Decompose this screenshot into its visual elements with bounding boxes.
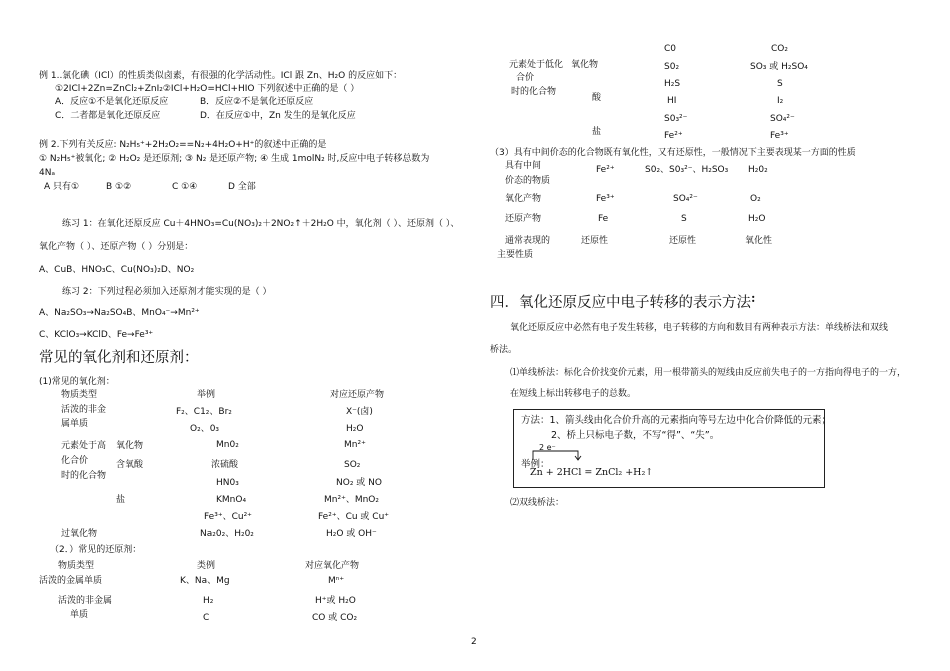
rt-cell: I₂: [777, 96, 784, 106]
ex2-option-a: A 只有①: [44, 182, 80, 192]
ex2-option-b: B ①②: [106, 182, 132, 192]
red-product: Mⁿ⁺: [328, 576, 345, 586]
single-line-method-cont: 在短线上标出转移电子的总数。: [510, 389, 637, 399]
mid-cell: S: [681, 214, 687, 224]
ox-product: NO₂ 或 NO: [336, 478, 382, 488]
rt-type: 合价: [516, 73, 535, 83]
ex1-option-d: D．在反应①中，Zn 发生的是氧化反应: [200, 111, 356, 121]
double-line-method: ⑵双线桥法：: [510, 498, 565, 508]
mid-cell: H₂O: [748, 214, 766, 224]
mid-cell: 还原性: [581, 236, 609, 246]
ox-col-type: 物质类型: [61, 390, 98, 400]
mid-row-label: 通常表现的: [505, 236, 551, 246]
ox-product: SO₂: [344, 460, 361, 470]
rt-cell: C0: [664, 44, 677, 54]
mid-cell: H₂0₂: [748, 165, 768, 175]
rt-cell: SO₄²⁻: [770, 114, 795, 124]
rt-cell: H₂S: [664, 79, 681, 89]
ex2-statements-cont: 4Nₐ: [39, 168, 55, 178]
section-4-title-text: 四．氧化还原反应中电子转移的表示方法: [490, 295, 751, 311]
mid-cell: 氧化性: [745, 236, 773, 246]
ox-product: Mn²⁺: [344, 440, 366, 450]
ex2-statements: ① N₂H₅⁺被氧化; ② H₂O₂ 是还原剂; ③ N₂ 是还原产物; ④ 生成 1molN₂ 时,反应中电子转移总数为: [39, 154, 430, 164]
pr1-options: A、CuB、HNO₃C、Cu(NO₃)₂D、NO₂: [39, 265, 195, 275]
ox-type: 属单质: [61, 419, 89, 429]
ox-type: 过氧化物: [61, 529, 98, 539]
pr2-options-cd: C、KClO₃→KClD、Fe→Fe³⁺: [39, 330, 154, 340]
ox-example: Na₂0₂、H₂0₂: [200, 529, 254, 539]
red-type: 单质: [70, 610, 89, 620]
red-col-example: 类例: [197, 561, 216, 571]
ox-example: O₂、0₃: [190, 424, 220, 434]
rt-type: 时的化合物: [511, 87, 557, 97]
ox-col-product: 对应还原产物: [330, 390, 385, 400]
pr2-options-ab: A、Na₂SO₃→Na₂SO₄B、MnO₄⁻→Mn²⁺: [39, 308, 200, 318]
ex2-option-c: C ①④: [172, 182, 198, 192]
rt-subtype: 氧化物: [571, 60, 599, 70]
rt-cell: SO₃ 或 H₂SO₄: [750, 62, 808, 72]
ox-type: 时的化合物: [61, 471, 107, 481]
example-label: 举例：: [521, 459, 550, 470]
ex1-reactions: ①2ICl+2Zn=ZnCl₂+ZnI₂②ICl+H₂O=HCl+HIO 下列叙述中正确的是（ ）: [55, 84, 360, 94]
pr1-question: 练习 1：在氧化还原反应 Cu＋4HNO₃=Cu(NO₃)₂＋2NO₂↑＋2H₂O 中，氧化剂（ ）、还原剂（ ）、: [62, 219, 460, 229]
ox-type: 元素处于高: [61, 441, 107, 451]
mid-cell: O₂: [750, 194, 761, 204]
ox-example: F₂、C1₂、Br₂: [176, 407, 232, 417]
rt-cell: HI: [667, 96, 677, 106]
example-equation: Zn + 2HCl = ZnCl₂ +H₂↑: [530, 467, 654, 478]
section-4-para-cont: 桥法。: [490, 345, 518, 355]
red-type: 活泼的金属单质: [39, 576, 103, 586]
red-product: H⁺或 H₂O: [315, 596, 356, 606]
red-example: C: [203, 613, 210, 623]
mid-cell: Fe: [598, 214, 609, 224]
electron-count: 2 e⁻: [539, 443, 556, 452]
method-step-1: 方法：1、箭头线由化合价升高的元素指向等号左边中化合价降低的元素；: [521, 415, 832, 426]
ox-product: Fe²⁺、Cu 或 Cu⁺: [318, 512, 390, 522]
red-type: 活泼的非金属: [58, 596, 113, 606]
rt-cell: S0₂: [664, 62, 680, 72]
ox-type: 化合价: [61, 456, 89, 466]
page-number: 2: [471, 637, 477, 647]
ox-example: Fe³⁺、Cu²⁺: [204, 512, 252, 522]
ox-example: KMnO₄: [216, 495, 247, 505]
rt-subtype: 盐: [592, 127, 602, 137]
mid-row-label: 具有中间: [505, 161, 542, 171]
rt-cell: S: [777, 79, 783, 89]
pr2-question: 练习 2：下列过程必须加入还原剂才能实现的是（ ）: [62, 287, 272, 297]
mid-row-label: 价态的物质: [505, 176, 551, 186]
ox-product: Mn²⁺、MnO₂: [324, 495, 379, 505]
mid-cell: Fe³⁺: [596, 194, 615, 204]
ox-product: H₂O: [346, 424, 364, 434]
ex1-question: 例 1..氯化碘（ICl）的性质类似卤素，有很强的化学活动性。ICl 跟 Zn、H₂O 的反应如下：: [39, 71, 403, 81]
red-example: K、Na、Mg: [180, 576, 230, 586]
mid-row-label: 主要性质: [497, 250, 534, 260]
mid-cell: 还原性: [669, 236, 697, 246]
ox-example: 浓硫酸: [211, 460, 239, 470]
rt-subtype: 酸: [592, 93, 602, 103]
intermediate-intro: （3）具有中间价态的化合物既有氧化性，又有还原性，一般情况下主要表现某一方面的性质: [490, 148, 856, 158]
ox-subtype: 氧化物: [116, 441, 144, 451]
rt-type: 元素处于低化: [509, 60, 564, 70]
ox-example: HN0₃: [216, 478, 239, 488]
colon-mark: :: [751, 291, 756, 305]
rt-cell: Fe³⁺: [770, 131, 789, 141]
red-example: H₂: [203, 596, 214, 606]
mid-cell: Fe²⁺: [596, 165, 615, 175]
ox-subtype: 含氧酸: [116, 460, 144, 470]
oxidants-heading: (1)常见的氧化剂：: [39, 377, 115, 387]
mid-cell: S0₂、S0₃²⁻、H₂SO₃: [645, 165, 729, 175]
ex2-option-d: D 全部: [228, 182, 256, 192]
ex1-option-b: B．反应②不是氧化还原反应: [200, 97, 314, 107]
mid-row-label: 氧化产物: [505, 194, 542, 204]
ox-type: 活泼的非金: [61, 405, 107, 415]
section-4-title: [490, 291, 756, 312]
ox-product: X⁻(卤): [346, 407, 373, 417]
rt-cell: Fe²⁺: [664, 131, 683, 141]
red-col-type: 物质类型: [58, 561, 95, 571]
rt-cell: S0₃²⁻: [664, 114, 688, 124]
ox-example: Mn0₂: [216, 440, 239, 450]
ox-col-example: 举例: [197, 390, 216, 400]
pr1-question-cont: 氧化产物（ ）、还原产物（ ）分别是：: [39, 242, 194, 252]
reductants-heading: （2．）常见的还原剂：: [50, 545, 142, 555]
method-step-2: 2、桥上只标电子数，不写“得”、“失”。: [551, 430, 720, 441]
mid-cell: SO₄²⁻: [673, 194, 698, 204]
ex1-option-a: A．反应①不是氧化还原反应: [55, 97, 169, 107]
rt-cell: CO₂: [771, 44, 788, 54]
ex2-question: 例 2.下列有关反应: N₂H₅⁺+2H₂O₂==N₂+4H₂O+H⁺的叙述中正确的是: [39, 140, 327, 150]
mid-row-label: 还原产物: [505, 214, 542, 224]
ox-product: H₂O 或 OH⁻: [326, 529, 377, 539]
red-product: CO 或 CO₂: [312, 613, 358, 623]
single-line-method: ⑴单线桥法：标化合价找变价元素，用一根带箭头的短线由反应前失电子的一方指向得电子的一方，: [510, 368, 907, 378]
section-4-para: 氧化还原反应中必然有电子发生转移，电子转移的方向和数目有两种表示方法：单线桥法和双线: [510, 323, 889, 333]
method-box: [513, 409, 832, 488]
ex1-option-c: C．二者都是氧化还原反应: [55, 111, 161, 121]
section-title: 常见的氧化剂和还原剂：: [39, 350, 199, 366]
ox-subtype: 盐: [116, 495, 126, 505]
red-col-product: 对应氧化产物: [305, 561, 360, 571]
